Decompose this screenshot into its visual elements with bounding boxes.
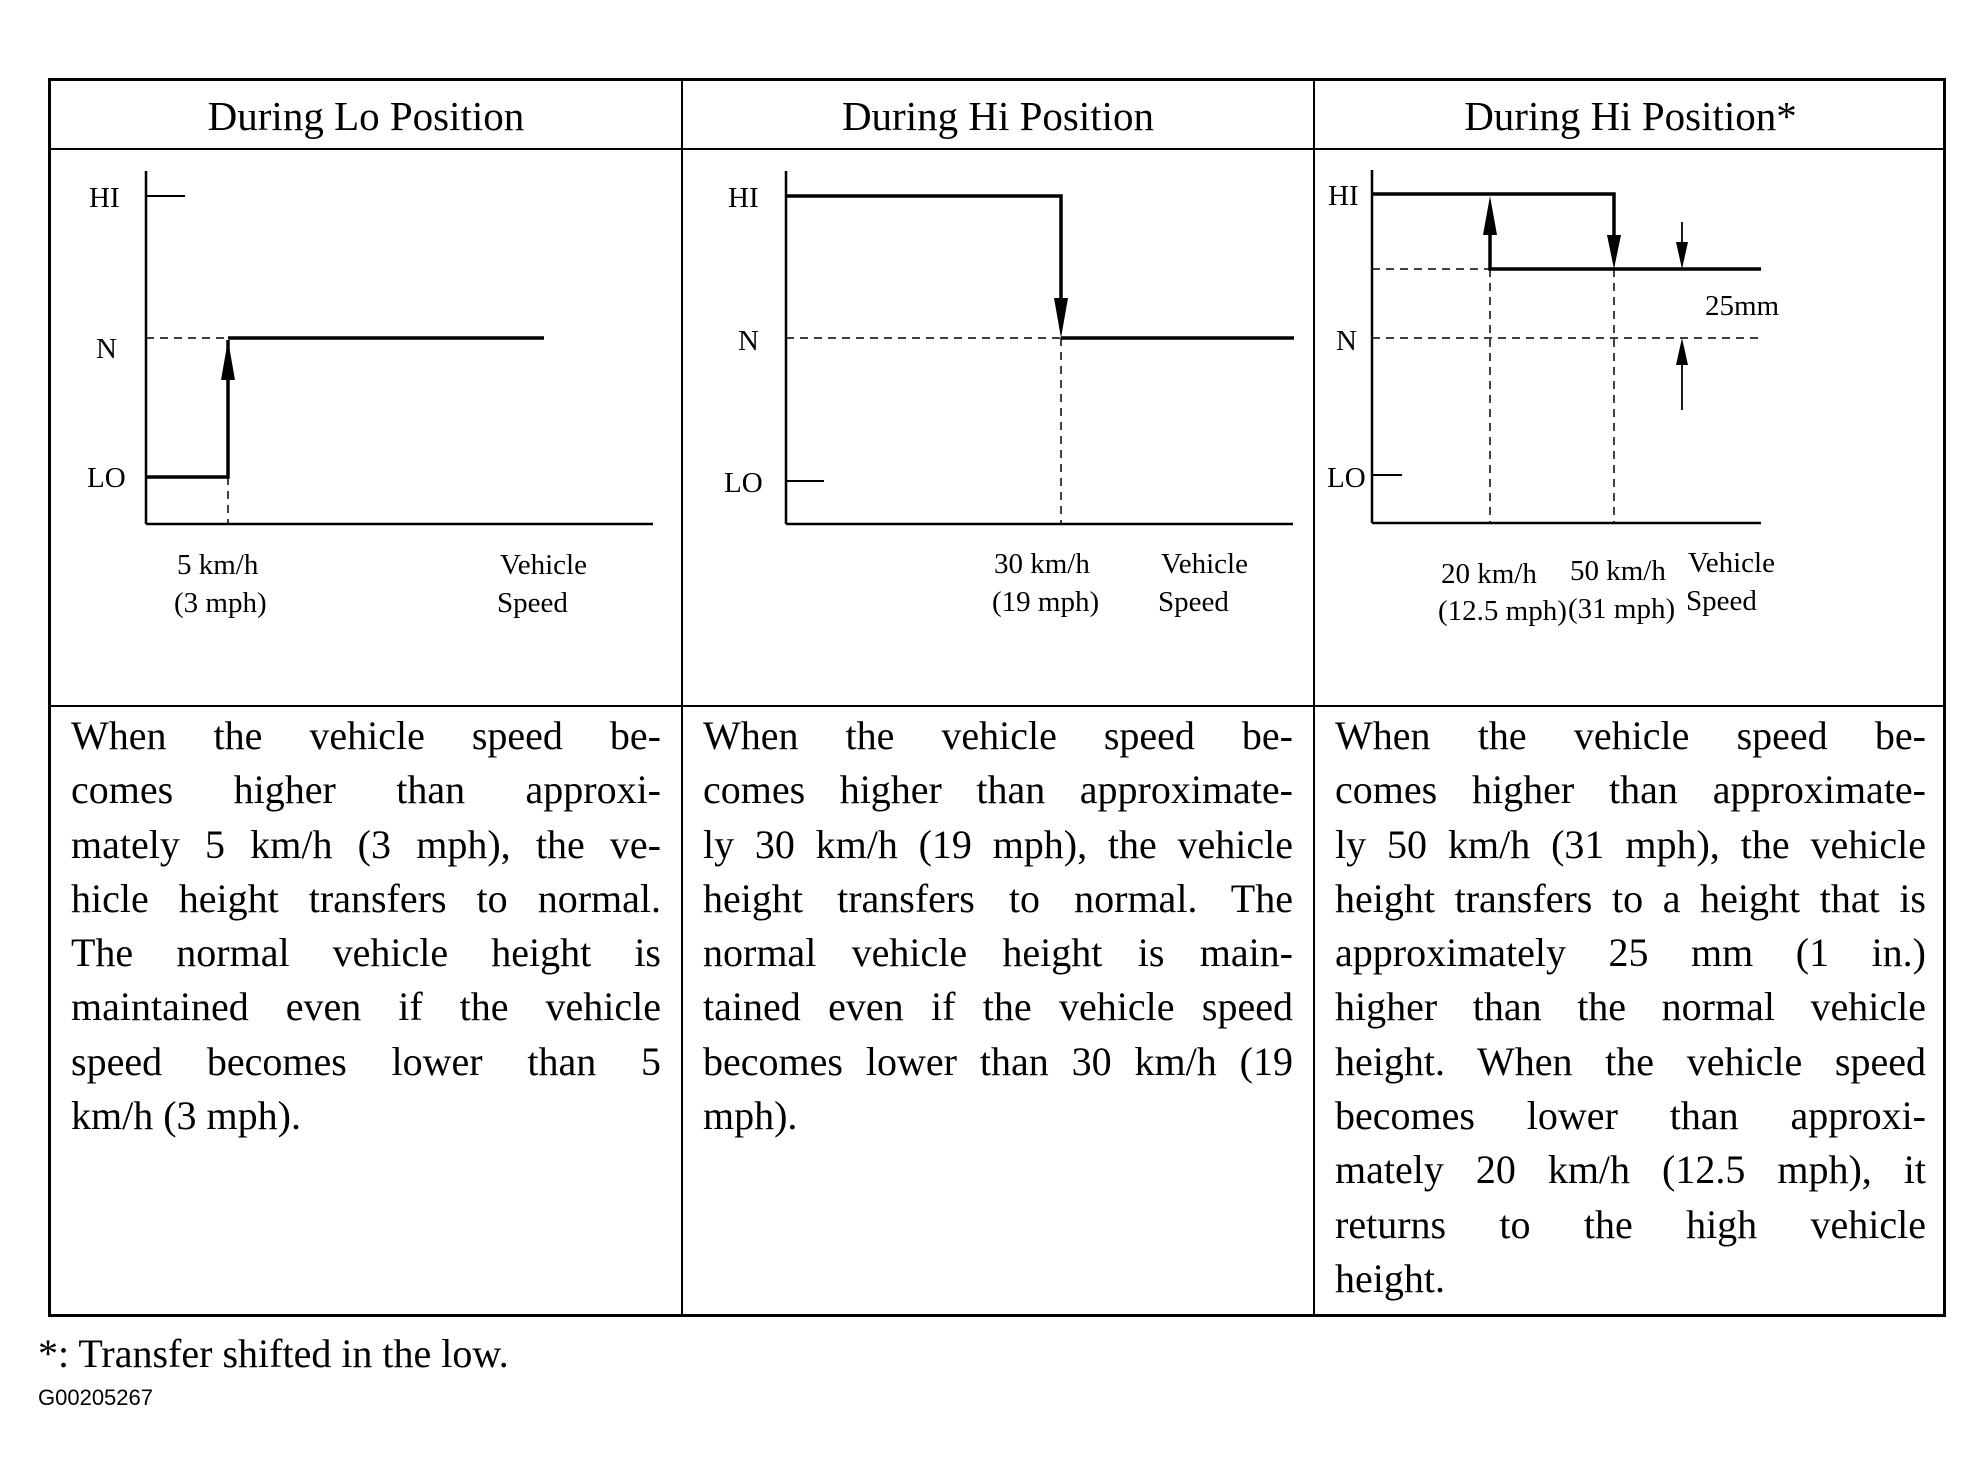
- speed-50-label-kmh: 50 km/h: [1570, 555, 1666, 587]
- description-line: mately 5 km/h (3 mph), the ve-: [71, 821, 661, 867]
- description-line: hicle height transfers to normal.: [71, 875, 661, 921]
- up-arrow-icon: [221, 340, 235, 380]
- description-line: comes higher than approximate-: [703, 767, 1293, 813]
- speed-20-label-kmh: 20 km/h: [1441, 558, 1537, 590]
- speed-label-mph: (3 mph): [174, 587, 267, 619]
- figure-code: G00205267: [38, 1385, 153, 1410]
- description-line: ly 50 km/h (31 mph), the vehicle: [1335, 821, 1926, 867]
- label-lo: LO: [1327, 462, 1366, 494]
- diagram-lo-position: [87, 171, 653, 619]
- description-line: comes higher than approximate-: [1335, 767, 1926, 813]
- label-hi: HI: [728, 182, 759, 214]
- label-lo: LO: [724, 467, 763, 499]
- description-line: height. When the vehicle speed: [1335, 1038, 1926, 1084]
- description-lo: [51, 709, 681, 1143]
- footnote: *: Transfer shifted in the low.: [38, 1331, 509, 1376]
- height-curve-hi: [786, 196, 1061, 300]
- description-line: km/h (3 mph).: [71, 1093, 301, 1139]
- description-line: maintained even if the vehicle: [71, 984, 661, 1030]
- label-n: N: [1336, 325, 1357, 357]
- dimension-arrow-up-icon: [1676, 338, 1688, 365]
- description-hi-low-transfer: [1315, 709, 1946, 1306]
- label-n: N: [738, 325, 759, 357]
- description-line: approximately 25 mm (1 in.): [1335, 930, 1926, 976]
- description-hi: [683, 709, 1313, 1143]
- description-line: becomes lower than approxi-: [1335, 1093, 1926, 1139]
- speed-label-kmh: 5 km/h: [177, 549, 259, 581]
- description-line: normal vehicle height is main-: [703, 930, 1293, 976]
- description-line: When the vehicle speed be-: [71, 713, 661, 758]
- down-arrow-icon: [1607, 235, 1621, 269]
- dimension-arrow-down-icon: [1676, 242, 1688, 269]
- label-n: N: [96, 333, 117, 365]
- axis-label-vehicle: Vehicle: [1161, 548, 1248, 580]
- description-line: mately 20 km/h (12.5 mph), it: [1335, 1147, 1926, 1193]
- label-lo: LO: [87, 462, 126, 494]
- header-lo-position: During Lo Position: [207, 92, 525, 139]
- down-arrow-icon: [1054, 298, 1068, 338]
- label-hi: HI: [89, 182, 120, 214]
- axis-label-vehicle: Vehicle: [1688, 547, 1775, 579]
- up-arrow-icon: [1483, 196, 1497, 235]
- speed-label-kmh: 30 km/h: [994, 548, 1090, 580]
- diagram-hi-position: [724, 171, 1294, 618]
- description-line: ly 30 km/h (19 mph), the vehicle: [703, 821, 1293, 867]
- description-line: tained even if the vehicle speed: [703, 984, 1293, 1030]
- description-line: height transfers to normal. The: [703, 875, 1293, 921]
- description-line: higher than the normal vehicle: [1335, 984, 1926, 1030]
- axis-label-vehicle: Vehicle: [500, 549, 587, 581]
- description-line: The normal vehicle height is: [71, 930, 661, 976]
- axis-label-speed: Speed: [497, 587, 568, 619]
- diagram-hi-position-low-transfer: [1327, 170, 1780, 627]
- offset-label: 25mm: [1705, 290, 1780, 322]
- header-hi-position-low-transfer: During Hi Position*: [1464, 92, 1797, 139]
- height-curve-raised: [1490, 225, 1761, 269]
- height-curve-lo: [146, 340, 228, 477]
- description-line: When the vehicle speed be-: [1335, 713, 1926, 758]
- description-line: returns to the high vehicle: [1335, 1201, 1926, 1247]
- label-hi: HI: [1328, 180, 1359, 212]
- height-diagrams: [0, 0, 1975, 720]
- speed-50-label-mph: (31 mph): [1568, 593, 1676, 625]
- axis-label-speed: Speed: [1158, 586, 1229, 618]
- description-line: becomes lower than 30 km/h (19: [703, 1038, 1293, 1084]
- description-line: speed becomes lower than 5: [71, 1038, 661, 1084]
- description-line: mph).: [703, 1093, 798, 1139]
- description-line: comes higher than approxi-: [71, 767, 661, 813]
- description-line: height transfers to a height that is: [1335, 875, 1926, 921]
- description-line: height.: [1335, 1255, 1445, 1301]
- speed-label-mph: (19 mph): [992, 586, 1100, 618]
- axis-label-speed: Speed: [1686, 585, 1757, 617]
- speed-20-label-mph: (12.5 mph): [1438, 595, 1567, 627]
- description-line: When the vehicle speed be-: [703, 713, 1293, 758]
- header-hi-position: During Hi Position: [841, 92, 1155, 139]
